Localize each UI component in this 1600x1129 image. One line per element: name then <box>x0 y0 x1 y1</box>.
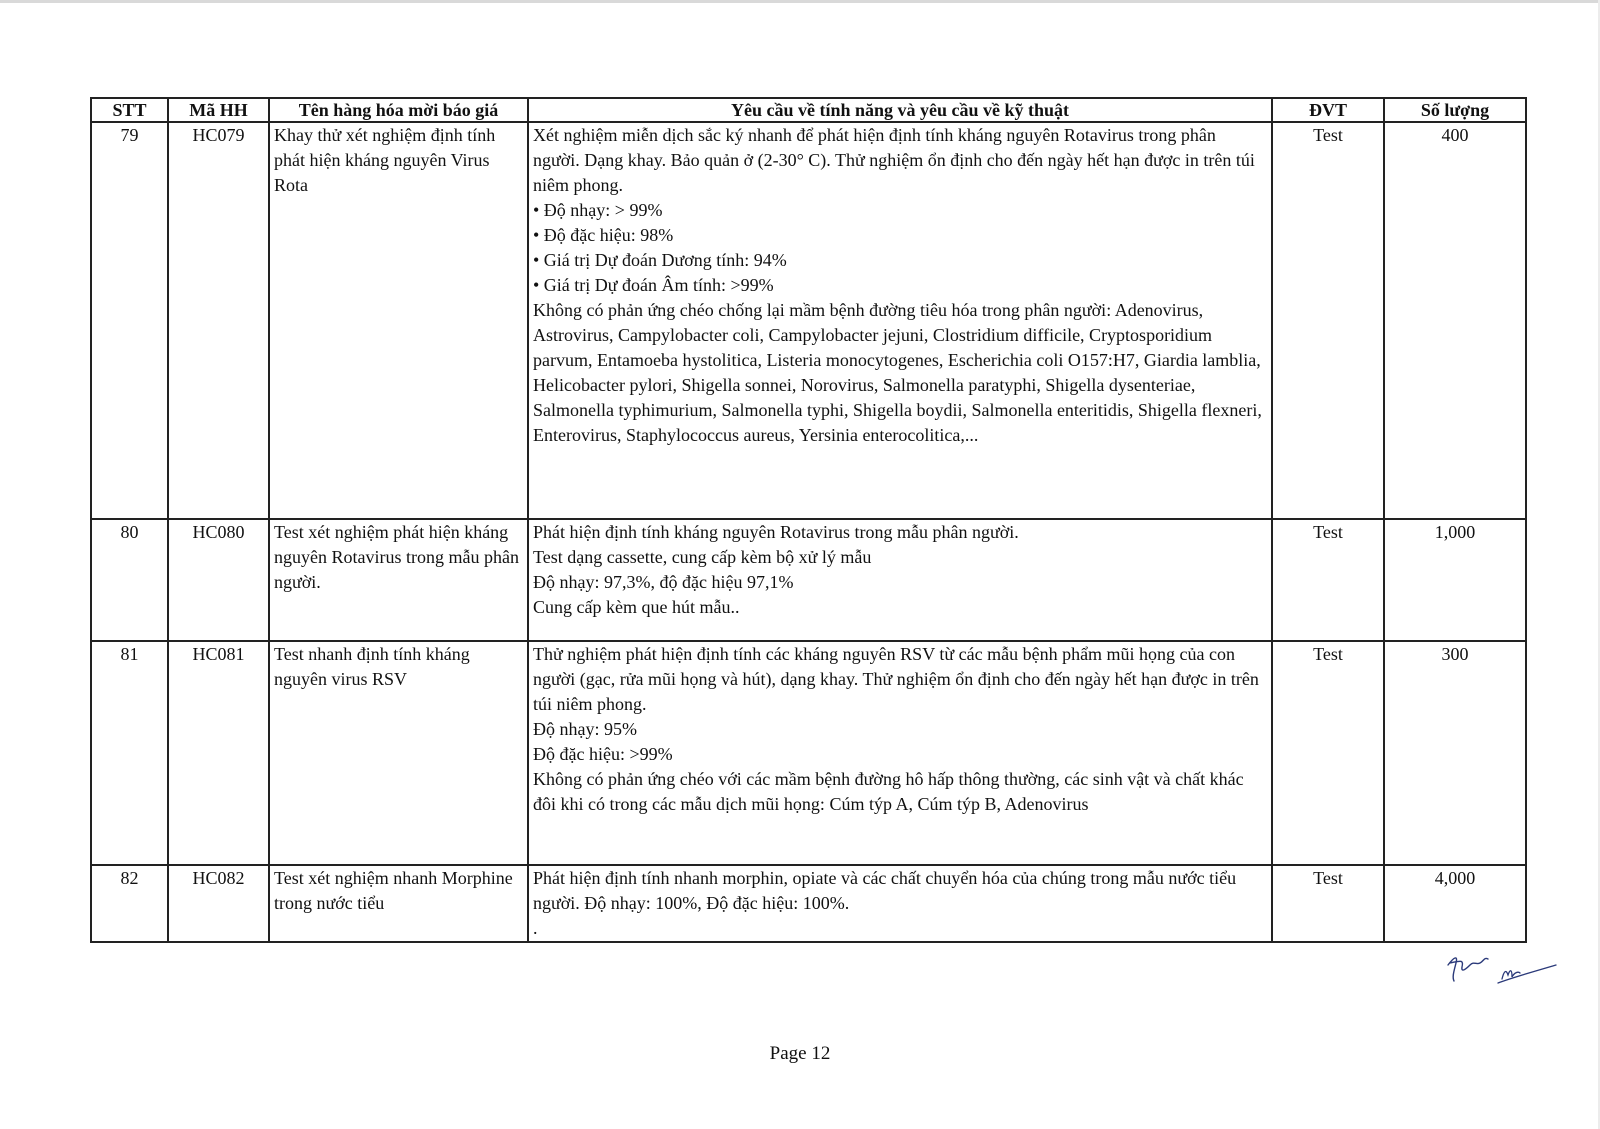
table-row <box>91 641 1526 865</box>
req-line: • Độ đặc hiệu: 98% <box>533 225 674 245</box>
cell-requirements <box>528 122 1272 519</box>
cell-stt: 80 <box>91 519 168 641</box>
cell-code: HC080 <box>168 519 269 641</box>
req-line: • Độ nhạy: > 99% <box>533 200 663 220</box>
cell-unit: Test <box>1272 641 1384 865</box>
header-unit: ĐVT <box>1272 98 1384 122</box>
table-header-row <box>91 98 1526 122</box>
req-line: Test dạng cassette, cung cấp kèm bộ xử lý mẫu <box>533 547 872 567</box>
req-line: Không có phản ứng chéo chống lại mầm bệnh đường tiêu hóa trong phân người: Adenovirus, Astrovirus, Campylobacter coli, Campylobacter jejuni, Clostridium difficile, Cryptosporidium parvum, Entamoeba hystolitica, Listeria monocytogenes, Escherichia coli O157:H7, Giardia lamblia, Helicobacter pylori, Shigella sonnei, Norovirus, Salmonella paratyphi, Shigella dysenteriae, Salmonella typhimurium, Salmonella typhi, Shigella boydii, Salmonella enteritidis, Shigella flexneri, Enterovirus, Staphylococcus aureus, Yersinia enterocolitica,... <box>533 300 1262 445</box>
cell-code: HC079 <box>168 122 269 519</box>
req-line: Độ đặc hiệu: >99% <box>533 744 673 764</box>
cell-quantity: 300 <box>1384 641 1526 865</box>
cell-name: Test xét nghiệm phát hiện kháng nguyên Rotavirus trong mẫu phân người. <box>269 519 528 641</box>
req-line: Độ nhạy: 95% <box>533 719 637 739</box>
cell-name: Test nhanh định tính kháng nguyên virus RSV <box>269 641 528 865</box>
cell-unit: Test <box>1272 519 1384 641</box>
req-line: Phát hiện định tính nhanh morphin, opiate và các chất chuyển hóa của chúng trong mẫu nước tiểu người. Độ nhạy: 100%, Độ đặc hiệu: 100%. <box>533 868 1237 913</box>
scan-top-edge <box>0 0 1600 3</box>
cell-requirements <box>528 519 1272 641</box>
req-line: . <box>533 918 538 938</box>
header-name: Tên hàng hóa mời báo giá <box>269 98 528 122</box>
header-requirements: Yêu cầu về tính năng và yêu cầu về kỹ thuật <box>528 98 1272 122</box>
cell-unit: Test <box>1272 865 1384 942</box>
req-line: • Giá trị Dự đoán Dương tính: 94% <box>533 250 787 270</box>
cell-unit: Test <box>1272 122 1384 519</box>
header-quantity: Số lượng <box>1384 98 1526 122</box>
header-stt: STT <box>91 98 168 122</box>
req-line: Không có phản ứng chéo với các mầm bệnh đường hô hấp thông thường, các sinh vật và chất khác đôi khi có trong các mẫu dịch mũi họng: Cúm týp A, Cúm týp B, Adenovirus <box>533 769 1244 814</box>
cell-stt: 79 <box>91 122 168 519</box>
cell-quantity: 4,000 <box>1384 865 1526 942</box>
table-row <box>91 865 1526 942</box>
req-line: Xét nghiệm miễn dịch sắc ký nhanh để phát hiện định tính kháng nguyên Rotavirus trong phân người. Dạng khay. Bảo quản ở (2-30° C). Thử nghiệm ổn định cho đến ngày hết hạn được in trên túi niêm phong. <box>533 125 1255 195</box>
cell-requirements <box>528 641 1272 865</box>
req-line: Thử nghiệm phát hiện định tính các kháng nguyên RSV từ các mẫu bệnh phẩm mũi họng của con người (gạc, rửa mũi họng và hút), dạng khay. Thử nghiệm ổn định cho đến ngày hết hạn được in trên túi niêm phong. <box>533 644 1259 714</box>
req-line: • Giá trị Dự đoán Âm tính: >99% <box>533 275 774 295</box>
cell-requirements <box>528 865 1272 942</box>
table-row <box>91 122 1526 519</box>
cell-quantity: 1,000 <box>1384 519 1526 641</box>
handwritten-signature <box>1440 943 1560 993</box>
cell-code: HC081 <box>168 641 269 865</box>
cell-stt: 81 <box>91 641 168 865</box>
req-line: Cung cấp kèm que hút mẫu.. <box>533 597 740 617</box>
req-line: Độ nhạy: 97,3%, độ đặc hiệu 97,1% <box>533 572 794 592</box>
table-row <box>91 519 1526 641</box>
req-line: Phát hiện định tính kháng nguyên Rotavirus trong mẫu phân người. <box>533 522 1019 542</box>
cell-stt: 82 <box>91 865 168 942</box>
cell-name: Khay thử xét nghiệm định tính phát hiện kháng nguyên Virus Rota <box>269 122 528 519</box>
cell-name: Test xét nghiệm nhanh Morphine trong nước tiểu <box>269 865 528 942</box>
cell-code: HC082 <box>168 865 269 942</box>
cell-quantity: 400 <box>1384 122 1526 519</box>
bid-items-table <box>90 97 1527 943</box>
header-code: Mã HH <box>168 98 269 122</box>
page-number: Page 12 <box>769 1043 831 1064</box>
